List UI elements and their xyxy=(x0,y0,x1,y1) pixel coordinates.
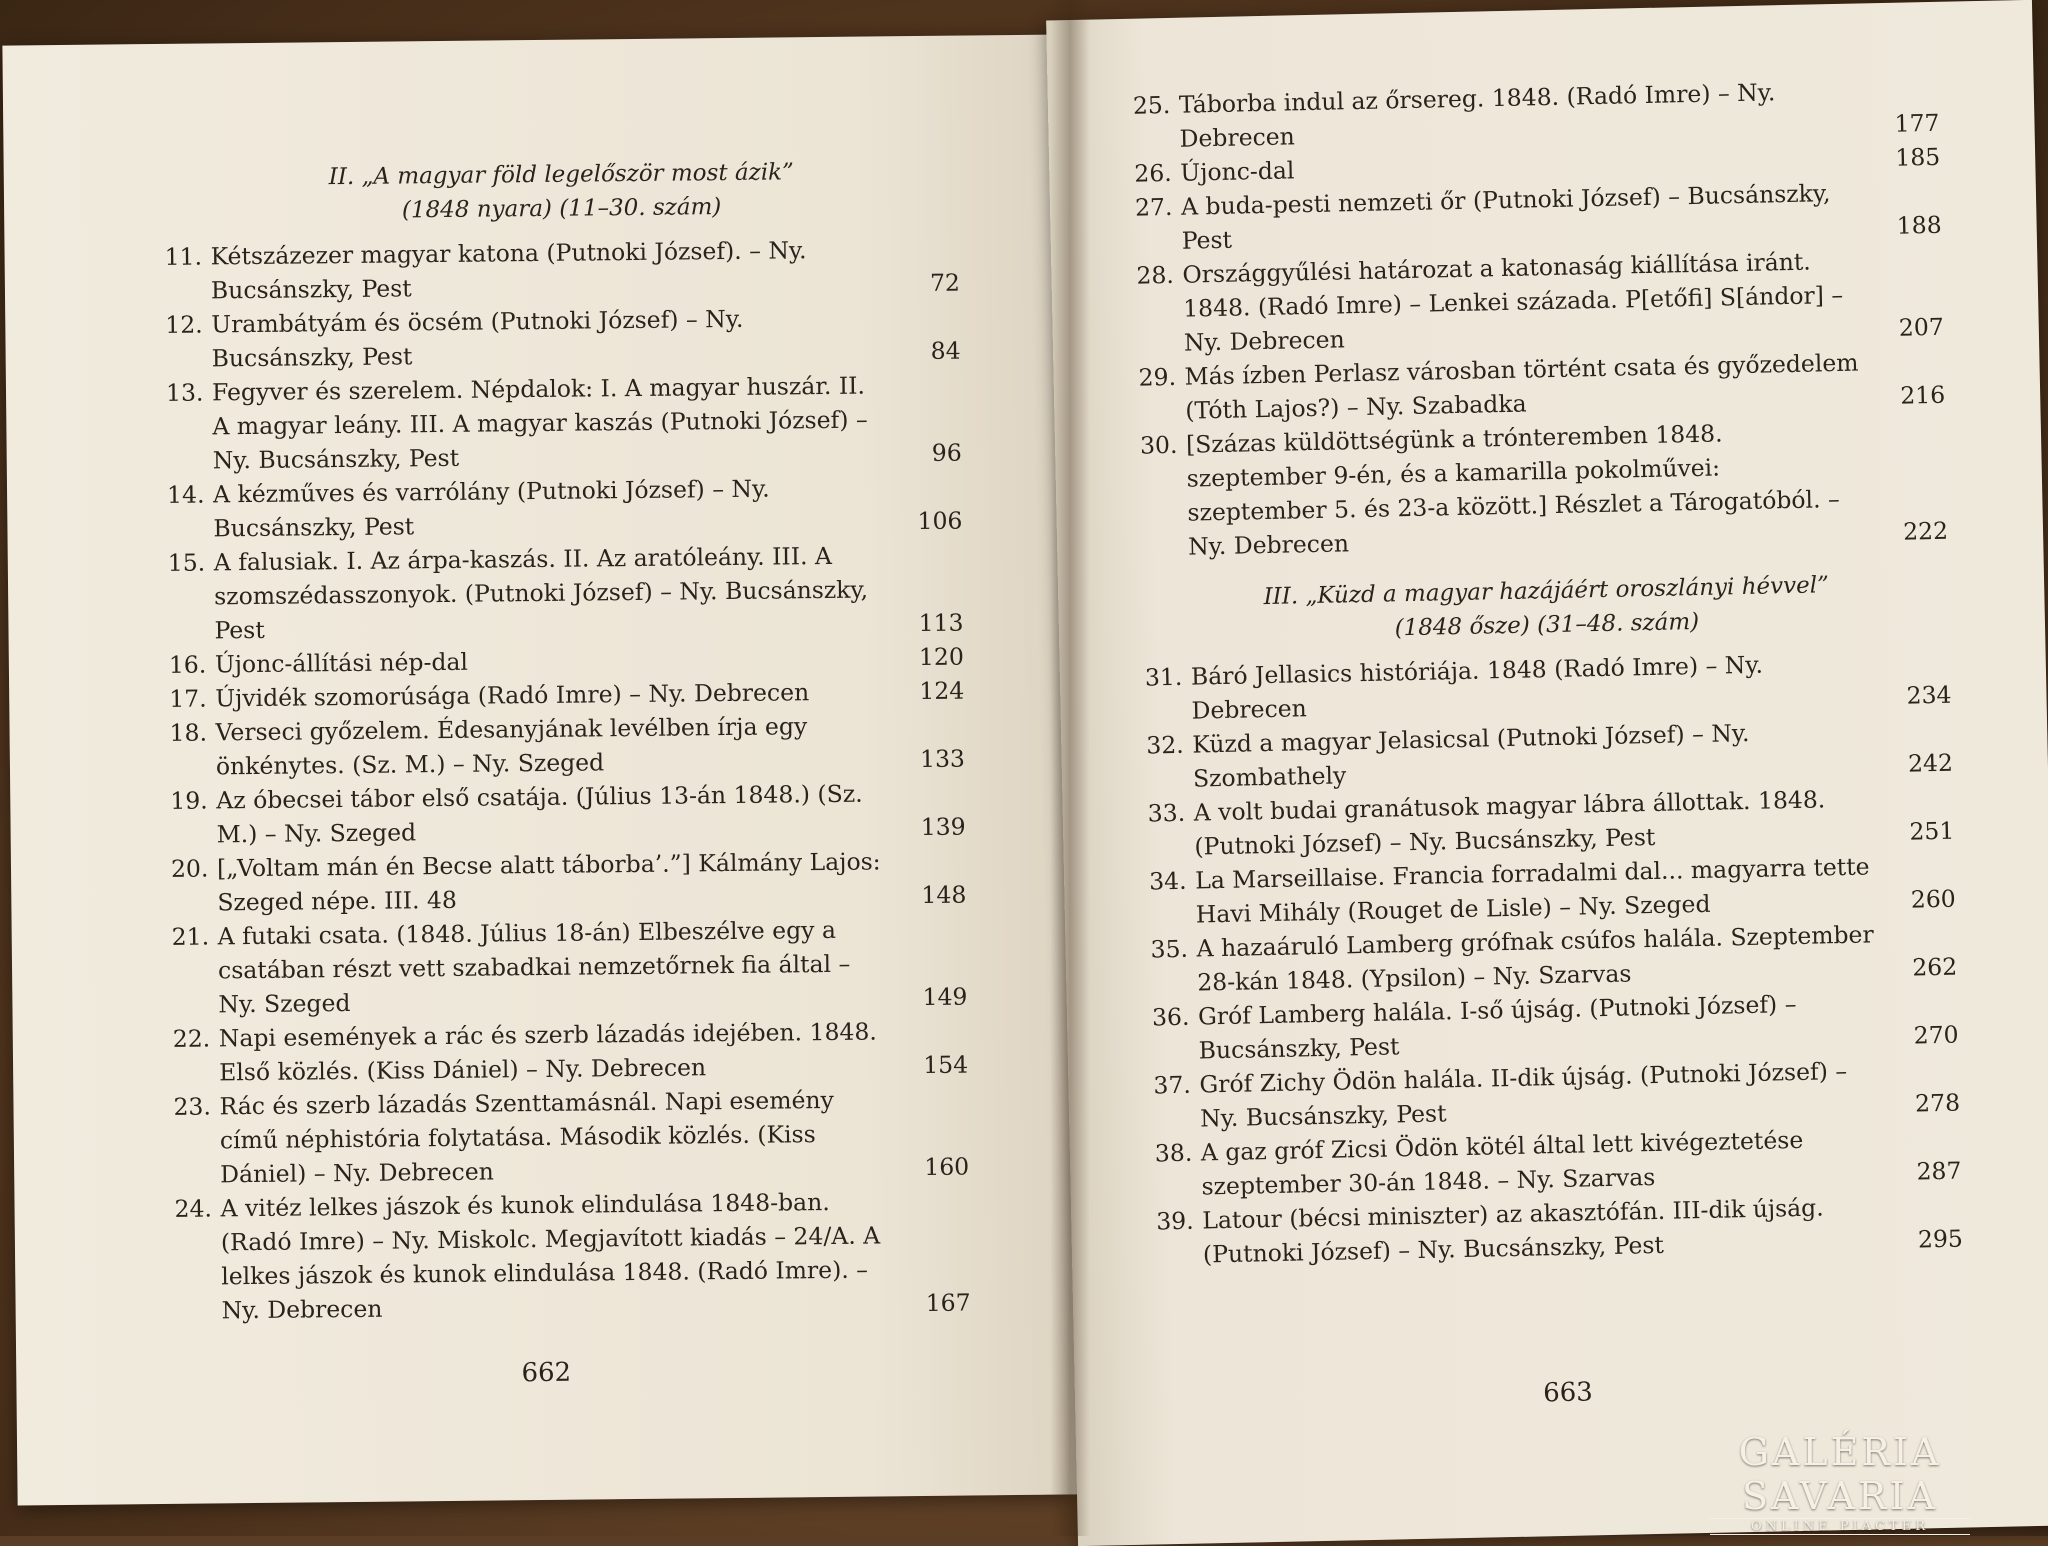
entry-number: 14. xyxy=(166,480,205,509)
watermark-tagline: ONLINE PIACTER xyxy=(1710,1518,1970,1535)
entry-body xyxy=(218,912,968,1022)
entry-page-number: 106 xyxy=(917,506,963,536)
toc-entry xyxy=(172,912,968,1022)
entry-body xyxy=(214,538,964,648)
entry-number: 27. xyxy=(1134,192,1173,222)
entry-number: 36. xyxy=(1151,1002,1190,1032)
entry-title: Napi események a rác és szerb lázadás idejében. 1848. Első közlés. (Kiss Dániel) – Ny. Debrecen xyxy=(218,1017,877,1087)
entry-title: Újonc-dal xyxy=(1180,156,1295,187)
section-subtitle: (1848 nyara) (11–30. szám) xyxy=(401,194,722,224)
entry-page-number: 278 xyxy=(1914,1088,1961,1118)
entry-page-number: 260 xyxy=(1910,884,1957,914)
entry-page-number: 84 xyxy=(930,336,961,365)
entry-body xyxy=(1186,412,1949,564)
entry-title: Kétszázezer magyar katona (Putnoki József). – Ny. Bucsánszky, Pest xyxy=(210,236,807,305)
entry-title: Gróf Lamberg halála. I-ső újság. (Putnoki József) – Bucsánszky, Pest xyxy=(1197,989,1797,1065)
entry-number: 12. xyxy=(165,310,203,339)
entry-page-number: 72 xyxy=(929,268,961,297)
entry-number: 16. xyxy=(168,650,207,679)
toc-entry xyxy=(167,470,963,546)
entry-number: 20. xyxy=(170,854,209,883)
entry-number: 11. xyxy=(164,242,203,271)
entry-title: A futaki csata. (1848. Július 18-án) Elbeszélve egy a csatában részt vett szabadkai nemzetőrnek fia által – Ny. Szeged xyxy=(217,915,851,1019)
page-number: 663 xyxy=(1542,1377,1594,1409)
entry-title: Országgyűlési határozat a katonaság kiállítása iránt. 1848. (Radó Imre) – Lenkei százada. P[etőfi] S[ándor] – Ny. Debrecen xyxy=(1182,247,1844,357)
toc-list xyxy=(1145,644,1964,1273)
entry-number: 39. xyxy=(1156,1206,1194,1236)
toc-entry xyxy=(169,708,965,784)
entry-page-number: 154 xyxy=(923,1050,969,1080)
entry-page-number: 270 xyxy=(1913,1020,1959,1050)
entry-title: A buda-pesti nemzeti őr (Putnoki József) – Bucsánszky, Pest xyxy=(1180,179,1831,255)
entry-page-number: 234 xyxy=(1906,680,1952,710)
entry-body xyxy=(220,1184,970,1328)
entry-title: Gróf Zichy Ödön halála. II-dik újság. (Putnoki József) – Ny. Bucsánszky, Pest xyxy=(1199,1056,1848,1133)
entry-body xyxy=(216,776,966,852)
entry-body xyxy=(211,300,961,376)
toc-entry xyxy=(164,232,960,308)
section-subtitle: (1848 ősze) (31–48. szám) xyxy=(1394,608,1700,642)
entry-number: 34. xyxy=(1148,866,1187,896)
toc-entry xyxy=(1140,412,1949,565)
entry-page-number: 295 xyxy=(1917,1224,1964,1254)
toc-list xyxy=(164,232,970,1328)
entry-title: Újvidék szomorúsága (Radó Imre) – Ny. Debrecen xyxy=(215,678,810,713)
entry-page-number: 216 xyxy=(1900,380,1946,410)
entry-number: 19. xyxy=(170,786,208,815)
entry-title: Urambátyám és öcsém (Putnoki József) – Ny. Bucsánszky, Pest xyxy=(211,304,744,373)
entry-body xyxy=(213,470,963,546)
toc-entry xyxy=(168,538,964,648)
entry-number: 35. xyxy=(1150,934,1189,964)
toc-entry xyxy=(170,776,966,852)
entry-body xyxy=(210,232,960,308)
entry-title: Más ízben Perlasz városban történt csata és győzedelem (Tóth Lajos?) – Ny. Szabadka xyxy=(1184,348,1859,425)
entry-page-number: 113 xyxy=(918,608,964,638)
entry-number: 38. xyxy=(1154,1138,1193,1168)
entry-title: Fegyver és szerelem. Népdalok: I. A magyar huszár. II. A magyar leány. III. A magyar kaszás (Putnoki József) – Ny. Bucsánszky, Pest xyxy=(211,371,868,475)
entry-page-number: 124 xyxy=(919,676,965,706)
toc-entry xyxy=(171,844,967,920)
entry-number: 25. xyxy=(1132,90,1171,120)
entry-title: [Százas küldöttségünk a trónteremben 1848. szeptember 9-én, és a kamarilla pokolművei: szeptember 5. és 23-a között.] Részlet a Tárogatóból. – Ny. Debrecen xyxy=(1185,419,1841,561)
entry-title: [„Voltam mán én Becse alatt táborba’.”] Kálmány Lajos: Szeged népe. III. 48 xyxy=(216,847,881,917)
watermark-logo xyxy=(1650,1430,2030,1535)
entry-body xyxy=(215,708,965,784)
entry-number: 26. xyxy=(1134,158,1173,188)
entry-title: A falusiak. I. Az árpa-kaszás. II. Az aratóleány. III. A szomszédasszonyok. (Putnoki József) – Ny. Bucsánszky, Pest xyxy=(213,541,869,645)
entry-number: 30. xyxy=(1139,430,1178,460)
entry-body xyxy=(217,844,967,920)
entry-body xyxy=(212,368,962,478)
toc-entry xyxy=(173,1082,969,1192)
entry-number: 23. xyxy=(173,1092,212,1121)
entry-page-number: 251 xyxy=(1909,816,1955,846)
entry-title: A kézműves és varrólány (Putnoki József) – Ny. Bucsánszky, Pest xyxy=(212,474,770,543)
entry-number: 24. xyxy=(174,1194,213,1223)
toc-entry xyxy=(166,368,962,478)
entry-title: A volt budai granátusok magyar lábra állottak. 1848. (Putnoki József) – Ny. Bucsánszky, Pest xyxy=(1193,785,1826,861)
entry-page-number: 133 xyxy=(919,744,966,774)
entry-title: Küzd a magyar Jelasicsal (Putnoki József) – Ny. Szombathely xyxy=(1192,718,1750,793)
entry-title: Latour (bécsi miniszter) az akasztófán. III-dik újság. (Putnoki József) – Ny. Bucsánszky, Pest xyxy=(1202,1193,1824,1269)
entry-page-number: 148 xyxy=(921,880,967,910)
entry-title: A gaz gróf Zicsi Ödön kötél által lett kivégeztetése szeptember 30-án 1848. – Ny. Szarvas xyxy=(1200,1125,1804,1201)
entry-title: Újonc-állítási nép-dal xyxy=(214,647,469,679)
entry-number: 22. xyxy=(172,1024,211,1053)
section-title: II. „A magyar föld legelőször most ázik” xyxy=(328,159,794,191)
entry-number: 28. xyxy=(1136,260,1175,290)
section-heading-iii xyxy=(1143,566,1950,651)
section-title: III. „Küzd a magyar hazájáért oroszlányi hévvel” xyxy=(1263,572,1830,611)
entry-title: Az óbecsei tábor első csatája. (Július 13-án 1848.) (Sz. M.) – Ny. Szeged xyxy=(216,779,863,849)
entry-body xyxy=(1202,1188,1963,1272)
entry-page-number: 207 xyxy=(1898,312,1945,342)
right-page xyxy=(1046,0,2048,1546)
entry-page-number: 160 xyxy=(924,1152,970,1181)
entry-body xyxy=(219,1082,969,1192)
entry-number: 32. xyxy=(1146,730,1184,760)
entry-title: La Marseillaise. Francia forradalmi dal... magyarra tette Havi Mihály (Rouget de Lisle) – Ny. Szeged xyxy=(1194,852,1870,929)
entry-number: 17. xyxy=(169,684,207,713)
entry-number: 29. xyxy=(1138,362,1177,392)
entry-page-number: 120 xyxy=(918,642,964,672)
entry-number: 15. xyxy=(167,548,206,577)
section-heading-ii xyxy=(164,154,960,230)
left-page xyxy=(2,34,1077,1505)
entry-page-number: 177 xyxy=(1894,108,1940,138)
entry-page-number: 242 xyxy=(1907,748,1954,778)
toc-entry xyxy=(1136,242,1944,361)
entry-page-number: 262 xyxy=(1912,952,1958,982)
entry-page-number: 139 xyxy=(920,812,966,842)
book-gutter xyxy=(1050,0,1090,1536)
entry-number: 13. xyxy=(165,378,204,407)
entry-number: 33. xyxy=(1147,798,1186,828)
entry-page-number: 167 xyxy=(925,1288,971,1317)
entry-title: Rác és szerb lázadás Szenttamásnál. Napi esemény című néphistória folytatása. Második közlés. (Kiss Dániel) – Ny. Debrecen xyxy=(219,1085,834,1189)
entry-page-number: 287 xyxy=(1916,1156,1962,1186)
watermark-brand: GALÉRIA SAVARIA xyxy=(1738,1430,1942,1518)
toc-entry xyxy=(173,1014,969,1090)
entry-page-number: 96 xyxy=(931,438,962,467)
page-number: 662 xyxy=(521,1357,572,1389)
entry-title: Báró Jellasics históriája. 1848 (Radó Imre) – Ny. Debrecen xyxy=(1190,650,1764,725)
entry-title: Verseci győzelem. Édesanyjának levélben írja egy önkénytes. (Sz. M.) – Ny. Szeged xyxy=(215,712,808,781)
entry-page-number: 188 xyxy=(1896,210,1942,240)
entry-page-number: 185 xyxy=(1895,142,1941,172)
toc-entry xyxy=(165,300,961,376)
entry-number: 18. xyxy=(169,718,208,747)
entry-page-number: 222 xyxy=(1902,516,1949,546)
entry-title: Táborba indul az őrsereg. 1848. (Radó Imre) – Ny. Debrecen xyxy=(1178,78,1776,153)
right-page-content xyxy=(1046,0,2048,1274)
toc-list xyxy=(1133,72,1949,565)
entry-body xyxy=(219,1014,969,1090)
entry-title: A vitéz lelkes jászok és kunok elindulása 1848-ban. (Radó Imre) – Ny. Miskolc. Megjavított kiadás – 24/A. A lelkes jászok és kunok elindulása 1848. (Radó Imre). – Ny. Debrecen xyxy=(220,1187,881,1325)
entry-number: 21. xyxy=(171,922,210,951)
entry-number: 31. xyxy=(1144,662,1183,692)
entry-page-number: 149 xyxy=(922,982,968,1012)
entry-title: A hazaáruló Lamberg grófnak csúfos halála. Szeptember 28-kán 1848. (Ypsilon) – Ny. Szarvas xyxy=(1196,920,1874,997)
entry-number: 37. xyxy=(1153,1070,1192,1100)
left-page-content xyxy=(2,34,1075,1329)
toc-entry xyxy=(174,1184,970,1328)
entry-body xyxy=(1182,242,1944,360)
